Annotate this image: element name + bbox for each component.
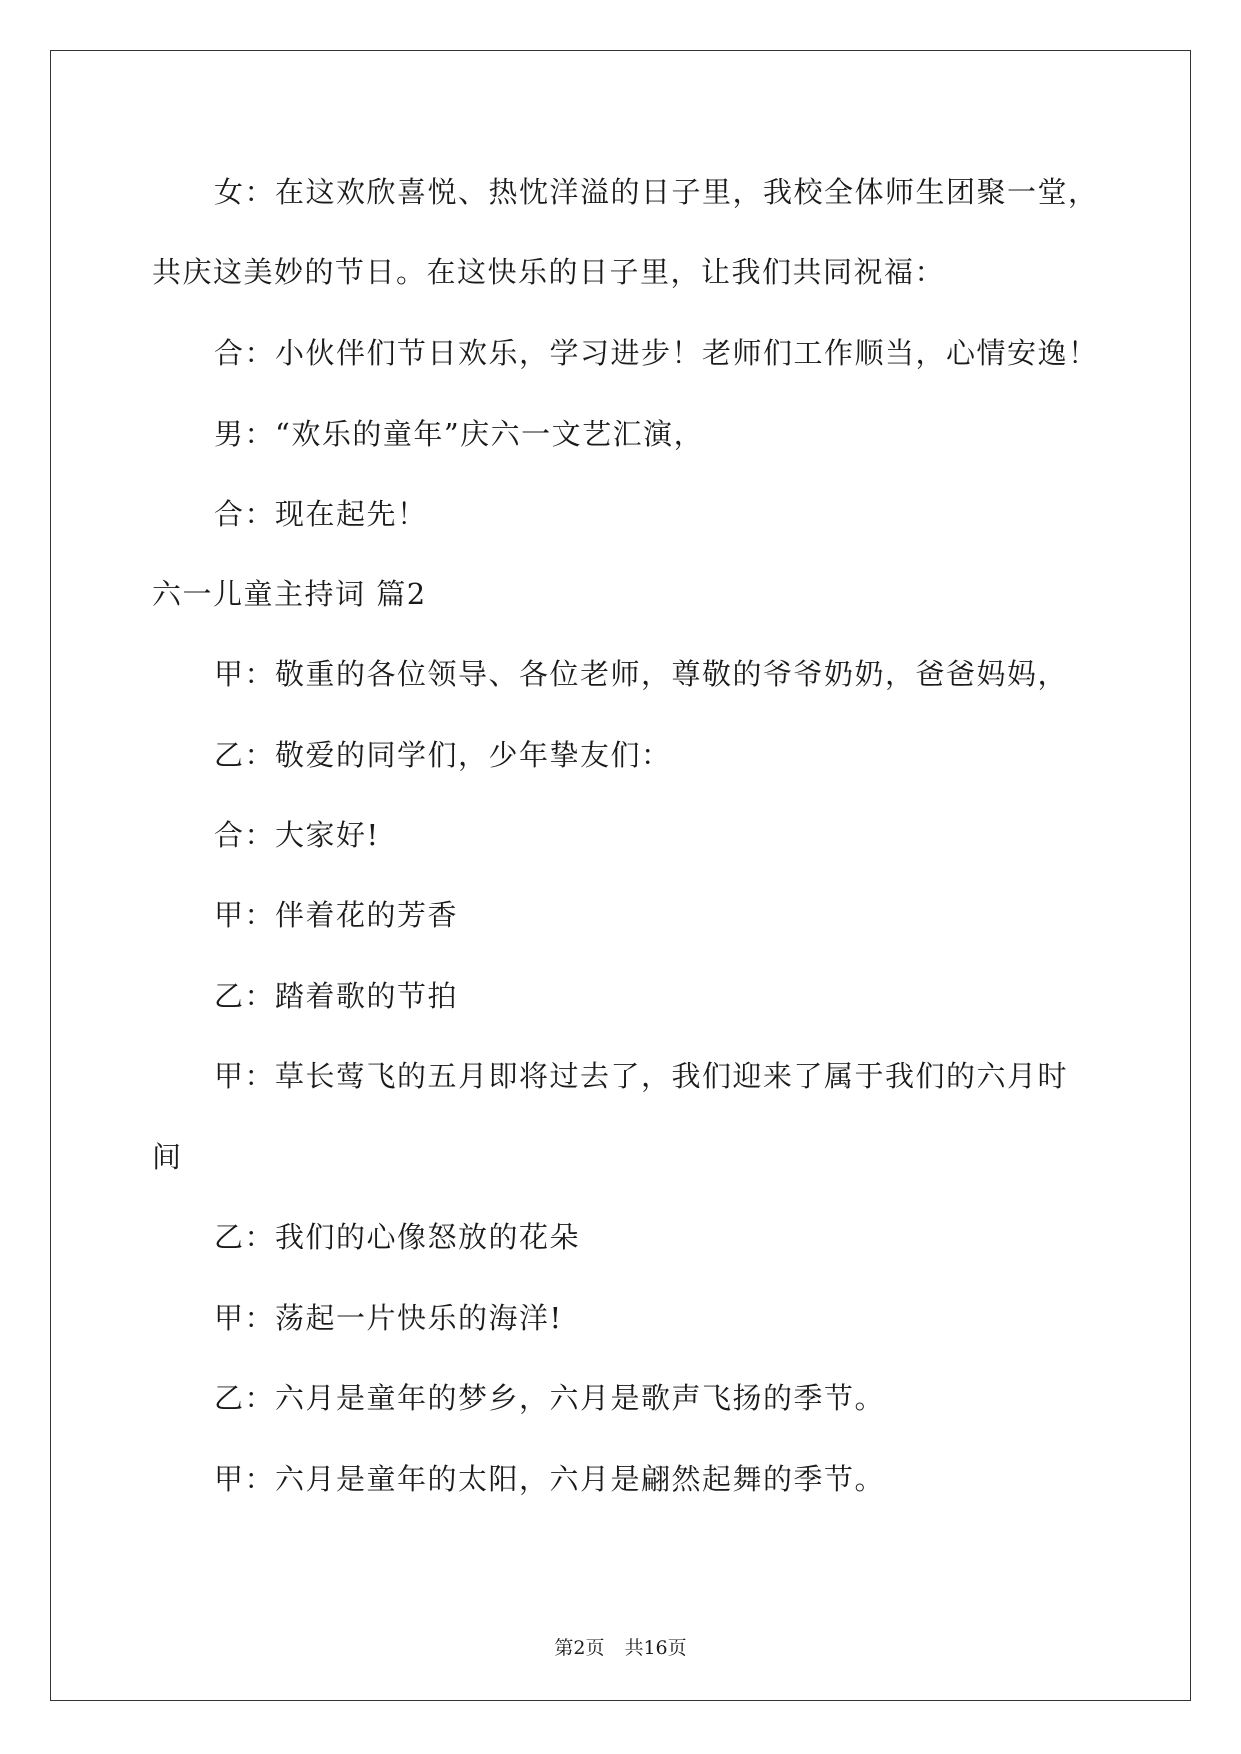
page-total: 共16页 (624, 1637, 687, 1659)
paragraph-line: 乙：踏着歌的节拍 (214, 979, 459, 1013)
paragraph-line: 乙：六月是童年的梦乡，六月是歌声飞扬的季节。 (214, 1381, 886, 1415)
page-footer (0, 1636, 1241, 1660)
page-border (50, 50, 1191, 1701)
paragraph-line: 合：现在起先！ (214, 497, 428, 531)
paragraph-line: 乙：敬爱的同学们，少年挚友们： (214, 738, 672, 772)
paragraph-line: 甲：敬重的各位领导、各位老师，尊敬的爷爷奶奶，爸爸妈妈， (214, 657, 1069, 691)
paragraph-line: 间 (152, 1140, 183, 1174)
page-number: 第2页 (554, 1637, 605, 1659)
paragraph-line: 女：在这欢欣喜悦、热忱洋溢的日子里，我校全体师生团聚一堂， (214, 175, 1099, 209)
paragraph-line: 甲：草长莺飞的五月即将过去了，我们迎来了属于我们的六月时 (214, 1059, 1069, 1093)
section-heading: 六一儿童主持词 篇2 (152, 577, 427, 611)
paragraph-line: 共庆这美妙的节日。在这快乐的日子里，让我们共同祝福： (152, 255, 946, 289)
paragraph-line: 男：“欢乐的童年”庆六一文艺汇演， (214, 417, 705, 451)
paragraph-line: 甲：六月是童年的太阳，六月是翩然起舞的季节。 (214, 1462, 886, 1496)
paragraph-line: 乙：我们的心像怒放的花朵 (214, 1220, 581, 1254)
paragraph-line: 甲：荡起一片快乐的海洋! (214, 1301, 563, 1335)
paragraph-line: 甲：伴着花的芳香 (214, 898, 459, 932)
paragraph-line: 合：大家好! (214, 818, 380, 852)
paragraph-line: 合：小伙伴们节日欢乐，学习进步！老师们工作顺当，心情安逸！ (214, 336, 1099, 370)
